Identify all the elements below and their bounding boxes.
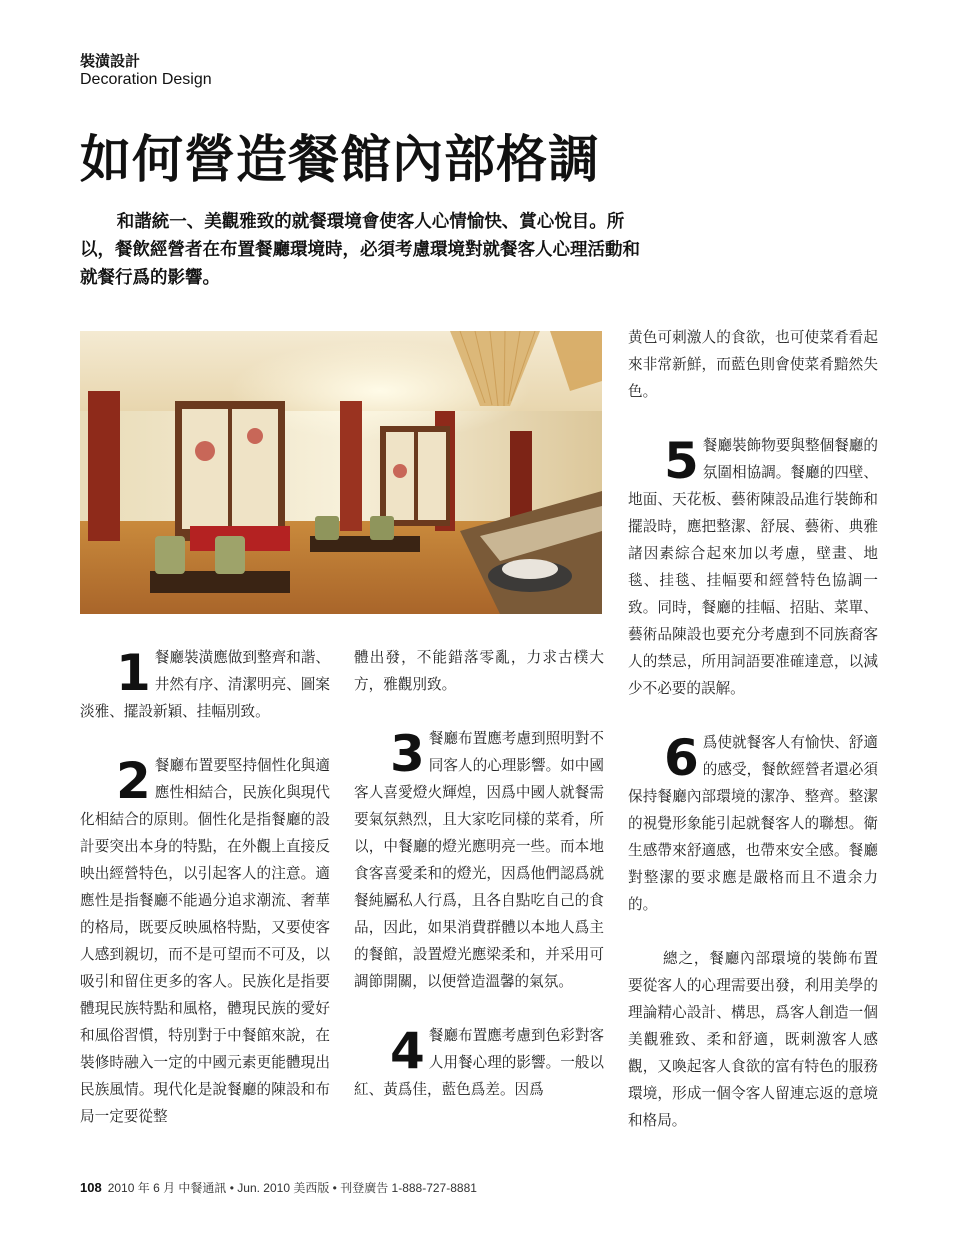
lead-text: 和諧統一、美觀雅致的就餐環境會使客人心情愉快、賞心悅目。所以，餐飲經營者在布置餐廳環境時，必須考慮環境對就餐客人心理活動和就餐行爲的影響。 [80,212,640,288]
point-2-continued: 體出發，不能錯落零亂，力求古樸大方，雅觀別致。 [354,649,604,693]
point-2 [80,752,330,1130]
conclusion: 總之，餐廳內部環境的裝飾布置要從客人的心理需要出發，利用美學的理論精心設計、構思，爲客人創造一個美觀雅致、柔和舒適，既刺激客人感觀，又喚起客人食欲的富有特色的服務環境，形成一個令客人留連忘返的意境和格局。 [628,950,878,1129]
point-6-text: 爲使就餐客人有愉快、舒適的感受，餐飲經營者還必須保持餐廳內部環境的潔净、整齊。整潔的視覺形象能引起就餐客人的聯想。衛生感帶來舒適感，也帶來安全感。餐廳對整潔的要求應是嚴格而且不遺余力的。 [628,734,878,913]
point-2-number: 2 [116,752,151,810]
column-3 [628,324,878,1134]
point-6 [628,729,878,918]
point-3-text: 餐廳布置應考慮到照明對不同客人的心理影響。如中國客人喜愛燈火輝煌，因爲中國人就餐需要氣氛熱烈，且大家吃同樣的菜肴，所以，中餐廳的燈光應明亮一些。而本地食客喜愛柔和的燈光，因爲他們認爲就餐純屬私人行爲，且各自點吃自己的食品，因此，如果消費群體以本地人爲主的餐館，設置燈光應梁柔和，并采用可調節開關，以便營造溫馨的氣氛。 [354,730,604,990]
section-label-zh: 裝潢設計 [80,52,141,70]
page-footer [80,1179,477,1196]
article-title: 如何營造餐館內部格調 [80,130,601,190]
point-2-text: 餐廳布置要堅持個性化與適應性相結合，民族化與現代化相結合的原則。個性化是指餐廳的設計要突出本身的特點，在外觀上直接反映出經營特色，以引起客人的注意。適應性是指餐廳不能過分追求潮流、奢華的格局，既要反映風格特點，又要使客人感到親切，而不是可望而不可及，以吸引和留住更多的客人。民族化是指要體現民族特點和風格，體現民族的愛好和風俗習慣，特別對于中餐館來說，在裝修時融入一定的中國元素更能體現出民族風情。現代化是說餐廳的陳設和布局一定要從整 [80,757,330,1125]
point-4 [354,1022,604,1103]
point-3 [354,725,604,995]
footer-text: 2010 年 6 月 中餐通訊 • Jun. 2010 美西版 • 刊登廣告 1-888-727-8881 [107,1181,477,1195]
point-5-text: 餐廳裝飾物要與整個餐廳的氛圍相協調。餐廳的四壁、地面、天花板、藝術陳設品進行裝飾和擺設時，應把整潔、舒展、藝術、典雅諸因素綜合起來加以考慮，壁畫、地毯、挂毯、挂幅要和經營特色協調一致。同時，餐廳的挂幅、招貼、菜單、藝術品陳設也要充分考慮到不同族裔客人的禁忌，所用詞語要准確達意，以減少不必要的誤解。 [628,437,878,697]
restaurant-photo [80,331,602,614]
page-number: 108 [80,1180,102,1195]
restaurant-interior-image [80,331,602,614]
point-4-continued: 黄色可刺激人的食欲，也可使菜肴看起來非常新鮮，而藍色則會使菜肴黯然失色。 [628,329,878,400]
point-1 [80,644,330,725]
point-5-number: 5 [664,432,699,490]
point-3-number: 3 [390,725,425,783]
lead-paragraph [80,208,645,292]
point-5 [628,432,878,702]
point-4-number: 4 [390,1022,425,1080]
point-1-text: 餐廳裝潢應做到整齊和諧、井然有序、清潔明亮、圖案淡雅、擺設新穎、挂幅別致。 [80,649,330,720]
point-6-number: 6 [664,729,699,787]
section-label-en: Decoration Design [80,71,212,88]
point-1-number: 1 [116,644,151,702]
column-1 [80,644,330,1130]
column-2 [354,644,604,1103]
point-4-text: 餐廳布置應考慮到色彩對客人用餐心理的影響。一般以紅、黃爲佳，藍色爲差。因爲 [354,1027,604,1098]
